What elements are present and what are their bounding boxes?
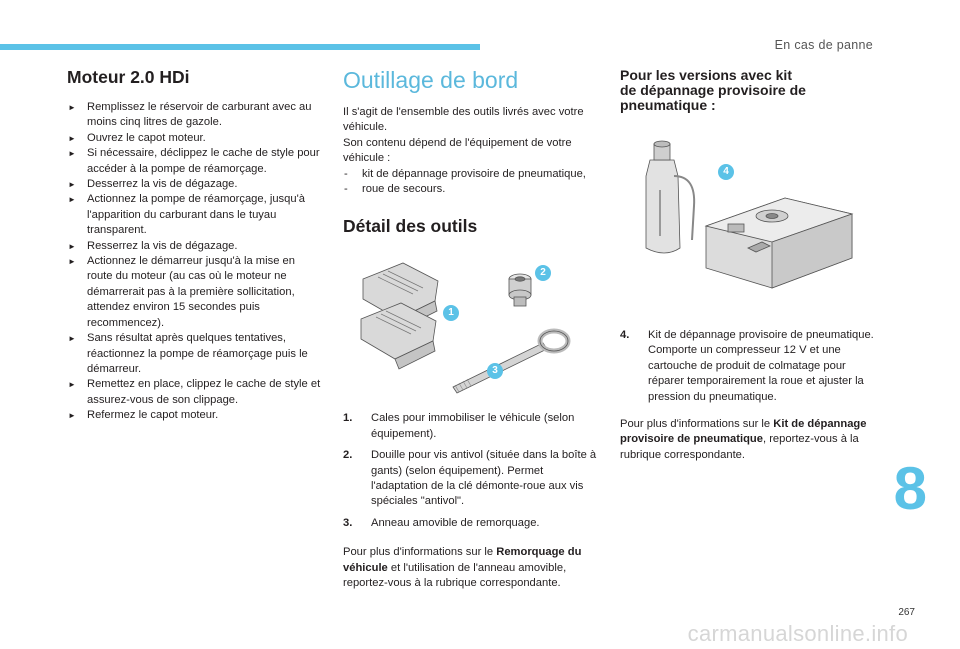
badge-3: 3 <box>487 363 503 384</box>
list-item: ► Actionnez le démarreur jusqu'à la mise en route du moteur (au cas où le moteur ne démarrerait pas à la première sollicitation, attendez environ 15 secondes puis recommencez). <box>67 254 323 331</box>
list-item: 2. Douille pour vis antivol (située dans la boîte à gants) (selon équipement). Permet l'adaptation de la clé démonte-roue aux vis spéciales "antivol". <box>343 449 597 508</box>
list-item: ► Resserrez la vis de dégazage. <box>67 239 323 254</box>
chapter-number: 8 <box>893 455 927 522</box>
repair-kit-title: Pour les versions avec kit de dépannage provisoire de pneumatique : <box>620 67 806 113</box>
badge-2: 2 <box>535 265 551 286</box>
list-item: - kit de dépannage provisoire de pneumatique, <box>343 167 598 182</box>
list-item: ► Desserrez la vis de dégazage. <box>67 177 323 192</box>
column-repair-kit <box>620 68 882 463</box>
tools-list <box>343 411 598 531</box>
section-label: En cas de panne <box>774 38 873 52</box>
repair-kit-reference: Pour plus d'informations sur le Kit de dépannage provisoire de pneumatique, reportez-vous à la rubrique correspondante. <box>620 418 867 461</box>
list-item: ► Actionnez la pompe de réamorçage, jusqu'à l'apparition du carburant dans le tuyau transparent. <box>67 192 323 238</box>
repair-kit-image <box>620 136 882 294</box>
engine-steps <box>67 100 323 424</box>
page-number: 267 <box>898 607 915 618</box>
list-item: - roue de secours. <box>343 182 598 197</box>
tools-detail-title: Détail des outils <box>343 216 478 237</box>
list-item: ► Ouvrez le capot moteur. <box>67 131 323 146</box>
list-item: ► Remettez en place, clippez le cache de style et assurez-vous de son clippage. <box>67 377 323 408</box>
list-item: ► Refermez le capot moteur. <box>67 408 323 423</box>
column-toolkit <box>343 66 598 592</box>
repair-kit-list <box>620 328 882 405</box>
list-item: ► Sans résultat après quelques tentatives, réactionnez la pompe de réamorçage puis le démarreur. <box>67 331 323 377</box>
toolkit-intro-2: Son contenu dépend de l'équipement de votre véhicule : <box>343 136 572 165</box>
list-item: ► Si nécessaire, déclippez le cache de style pour accéder à la pompe de réamorçage. <box>67 146 323 177</box>
badge-4: 4 <box>718 164 734 185</box>
toolkit-title: Outillage de bord <box>343 67 519 93</box>
towing-reference: Pour plus d'informations sur le Remorquage du véhicule et l'utilisation de l'anneau amovible, reportez-vous à la rubrique correspondante. <box>343 546 582 590</box>
tools-illustration <box>343 249 598 401</box>
header-accent-bar <box>0 44 480 50</box>
list-item: 3. Anneau amovible de remorquage. <box>343 516 540 529</box>
list-item: 4. Kit de dépannage provisoire de pneumatique. Comporte un compresseur 12 V et une cartouche de produit de colmatage pour réparer temporairement la roue et ajuster la pression du pneumatique. <box>620 329 874 403</box>
list-item: 1. Cales pour immobiliser le véhicule (selon équipement). <box>343 412 575 440</box>
engine-title: Moteur 2.0 HDi <box>67 67 190 87</box>
badge-1: 1 <box>443 305 459 326</box>
repair-kit-illustration <box>620 136 882 294</box>
watermark: carmanualsonline.info <box>687 621 908 646</box>
toolkit-intro-1: Il s'agit de l'ensemble des outils livrés avec votre véhicule. <box>343 106 584 134</box>
toolkit-dash-list <box>343 167 598 198</box>
list-item: ► Remplissez le réservoir de carburant avec au moins cinq litres de gazole. <box>67 100 323 131</box>
column-engine <box>67 66 323 424</box>
tools-image <box>343 249 598 401</box>
